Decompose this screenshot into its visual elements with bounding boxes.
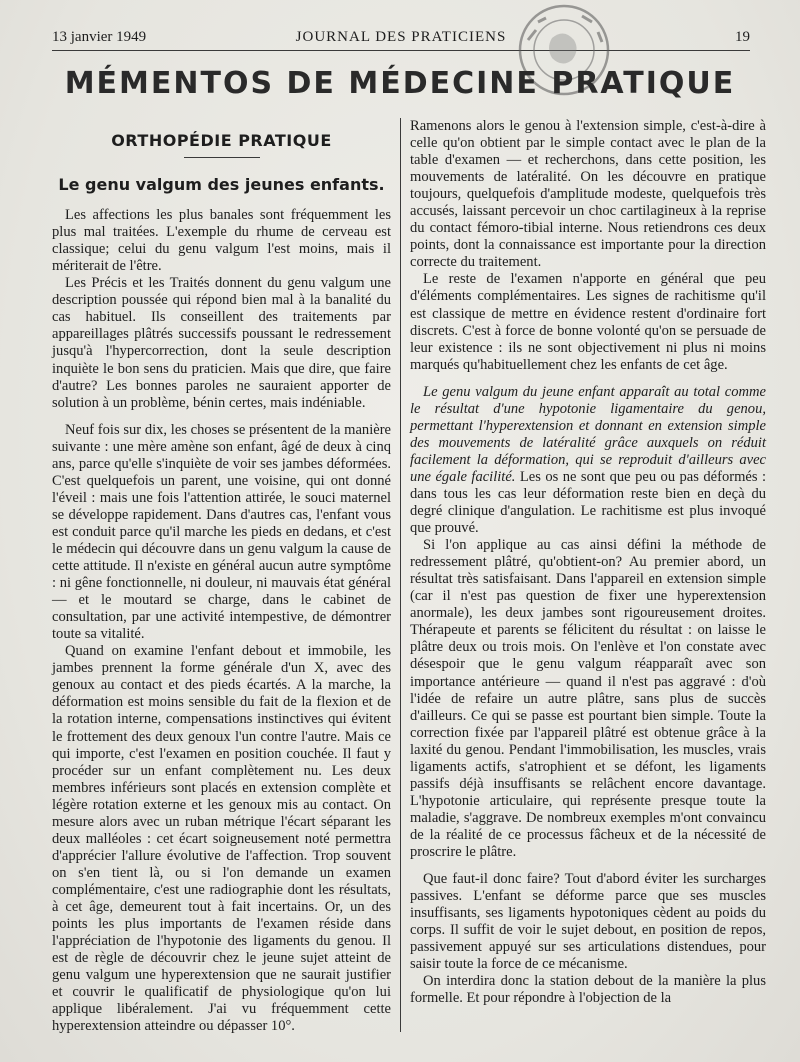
right-paragraph-4: Si l'on applique au cas ainsi défini la méthode de redressement plâtré, qu'obtient-on? Au premier abord, un résultat très satisfaisant. Dans l'appareil en extension simple (car il n'est pas question de fixer une hyperextension anormale), les deux jambes sont rigoureusement droites. Thérapeute et parents se félicitent du résultat : on laisse le plâtre deux ou trois mois. On l'enlève et l'on constate avec désespoir que le genu valgum réapparaît avec son importance antérieure — quand il n'est pas aggravé : d'où l'idée de refaire un autre plâtre, sans plus de succès d'ailleurs. Ce qui se passe est pourtant bien simple. Toute la correction fixée par l'appareil plâtré est obtenue grâce à la laxité du genou. Pendant l'immobilisation, les muscles, vrais ligaments actifs, s'atrophient et se défont, les ligaments passifs déjà insuffisants se relâchent encore davantage. L'hypotonie articulaire, qui représente presque toute la maladie, s'aggrave. De nombreux exemples m'ont convaincu de la réalité de ce processus fâcheux et de la nécessité de proscrire le plâtre. — [410, 537, 766, 860]
right-paragraph-5: Que faut-il donc faire? Tout d'abord éviter les surcharges passives. L'enfant se déforme parce que ses muscles insuffisants, ses ligaments hypotoniques cèdent au poids du corps. Il suffit de voir le sujet debout, en position de repos, passivement appuyé sur ses articulations distendues, pour saisir toute la force de ce mécanisme. — [410, 871, 766, 973]
right-paragraph-6: On interdira donc la station debout de la manière la plus formelle. Et pour répondre à l'objection de la — [410, 973, 766, 1007]
left-paragraph-3: Neuf fois sur dix, les choses se présentent de la manière suivante : une mère amène son enfant, âgé de deux à cinq ans, parce qu'elle s'inquiète de voir ses jambes déformées. C'est quelquefois un parent, une voisine, qui ont donné l'éveil : mais une fois l'attention attirée, le souci maternel se développe rapidement. Dans d'autres cas, l'enfant vous est conduit parce qu'il marche les pieds en dedans, et c'est le médecin qui découvre dans un genu valgum la cause de cette attitude. Il n'existe en général aucun autre symptôme : ni gêne fonctionnelle, ni douleur, ni mauvais état général — et le moutard se charge, dans le cabinet de consultation, par une activité intempestive, de démontrer toute sa vitalité. — [52, 421, 391, 643]
right-paragraph-3 — [410, 384, 766, 537]
article-title: Le genu valgum des jeunes enfants. — [58, 175, 385, 195]
issue-date: 13 janvier 1949 — [52, 29, 147, 45]
page-number: 19 — [735, 29, 750, 45]
left-paragraph-1: Les affections les plus banales sont fréquemment les plus mal traitées. L'exemple du rhume de cerveau est classique; celui du genu valgum l'est moins, mais il mériterait de l'être. — [52, 207, 391, 275]
right-column — [410, 118, 766, 1034]
main-title: MÉMENTOS DE MÉDECINE PRATIQUE — [64, 66, 736, 101]
summary-rest-text: Les os ne sont que peu ou pas déformés : dans tous les cas leur déformation reste bien en deçà du degré clinique d'angulation. Le rachitisme est plus invoqué que prouvé. — [410, 468, 767, 537]
left-paragraph-2: Les Précis et les Traités donnent du genu valgum une description poussée qui répond bien mal à la banalité du cas habituel. Ils conseillent des traitements par appareillages plâtrés successifs poussant le redressement jusqu'à l'hypercorrection, dont la seule description inquiète le bon sens du praticien. Mais que dire, que faire d'autre? Les bonnes paroles ne sauraient apporter de solution à un problème, bénin certes, mais indéniable. — [52, 275, 391, 411]
column-divider — [400, 118, 401, 1032]
left-paragraph-4: Quand on examine l'enfant debout et immobile, les jambes prennent la forme générale d'un X, avec des genoux au contact et des pieds écartés. A la marche, la déformation est moins sensible du fait de la flexion et de la rotation interne, compensations instinctives qui évitent le frottement des deux genoux l'un contre l'autre. Mais ce qui importe, c'est l'examen en position couchée. Il faut y procéder sur un enfant complètement nu. Les deux membres inférieurs sont placés en extension complète et légère rotation externe et les genoux mis au contact. On mesure alors avec un ruban métrique l'écart séparant les deux malléoles : cet écart soigneusement noté permettra d'apprécier l'allure évolutive de l'affection. Trop souvent on s'en tient là, ou si l'on demande un examen complémentaire, c'est une radiographie dont les résultats, à cet âge, demeurent tout à fait incertains. Or, un des points les plus importants de l'examen réside dans l'appréciation de l'hypotonie des ligaments du genou. Il est de règle de découvrir chez le jeune sujet atteint de genu valgum une hyperextension que ne saurait justifier et couvrir le qualificatif de physiologique qu'on lui applique libéralement. J'ai vu fréquemment cette hyperextension atteindre ou dépasser 10°. — [52, 643, 391, 1035]
right-paragraph-1: Ramenons alors le genou à l'extension simple, c'est-à-dire à celle qu'on obtient par le simple contact avec le plan de la table d'examen — et recherchons, dans cette position, les mouvements de latéralité. On les découvre en pratique toujours, quelquefois d'amplitude modeste, quelquefois très accusés, laissant percevoir un choc cartilagineux à la reprise du contact fémoro-tibial interne. Nous retiendrons ces deux points, dont la connaissance est importante pour la direction correcte du traitement. — [410, 118, 766, 271]
page-header — [52, 26, 750, 51]
section-rule — [184, 157, 260, 158]
journal-name: JOURNAL DES PRATICIENS — [295, 29, 507, 45]
left-column — [52, 118, 391, 1034]
summary-italic-text: Le genu valgum du jeune enfant apparaît au total comme le résultat d'une hypotonie ligamentaire du genou, permettant l'hyperextension et donnant en extension simple des mouvements de latéralité grâce auxquels on réduit facilement la déformation, qui se reproduit d'ailleurs avec une égale facilité. — [410, 383, 766, 485]
section-title: ORTHOPÉDIE PRATIQUE — [111, 131, 332, 150]
right-paragraph-2: Le reste de l'examen n'apporte en général que peu d'éléments complémentaires. Les signes de rachitisme qu'il est classique de mettre en évidence restent d'ordinaire fort discrets. C'est à force de bonne volonté qu'on se persuade de leur existence : ils ne sont objectivement ni plus ni moins marqués qu'habituellement chez les enfants de cet âge. — [410, 271, 766, 373]
